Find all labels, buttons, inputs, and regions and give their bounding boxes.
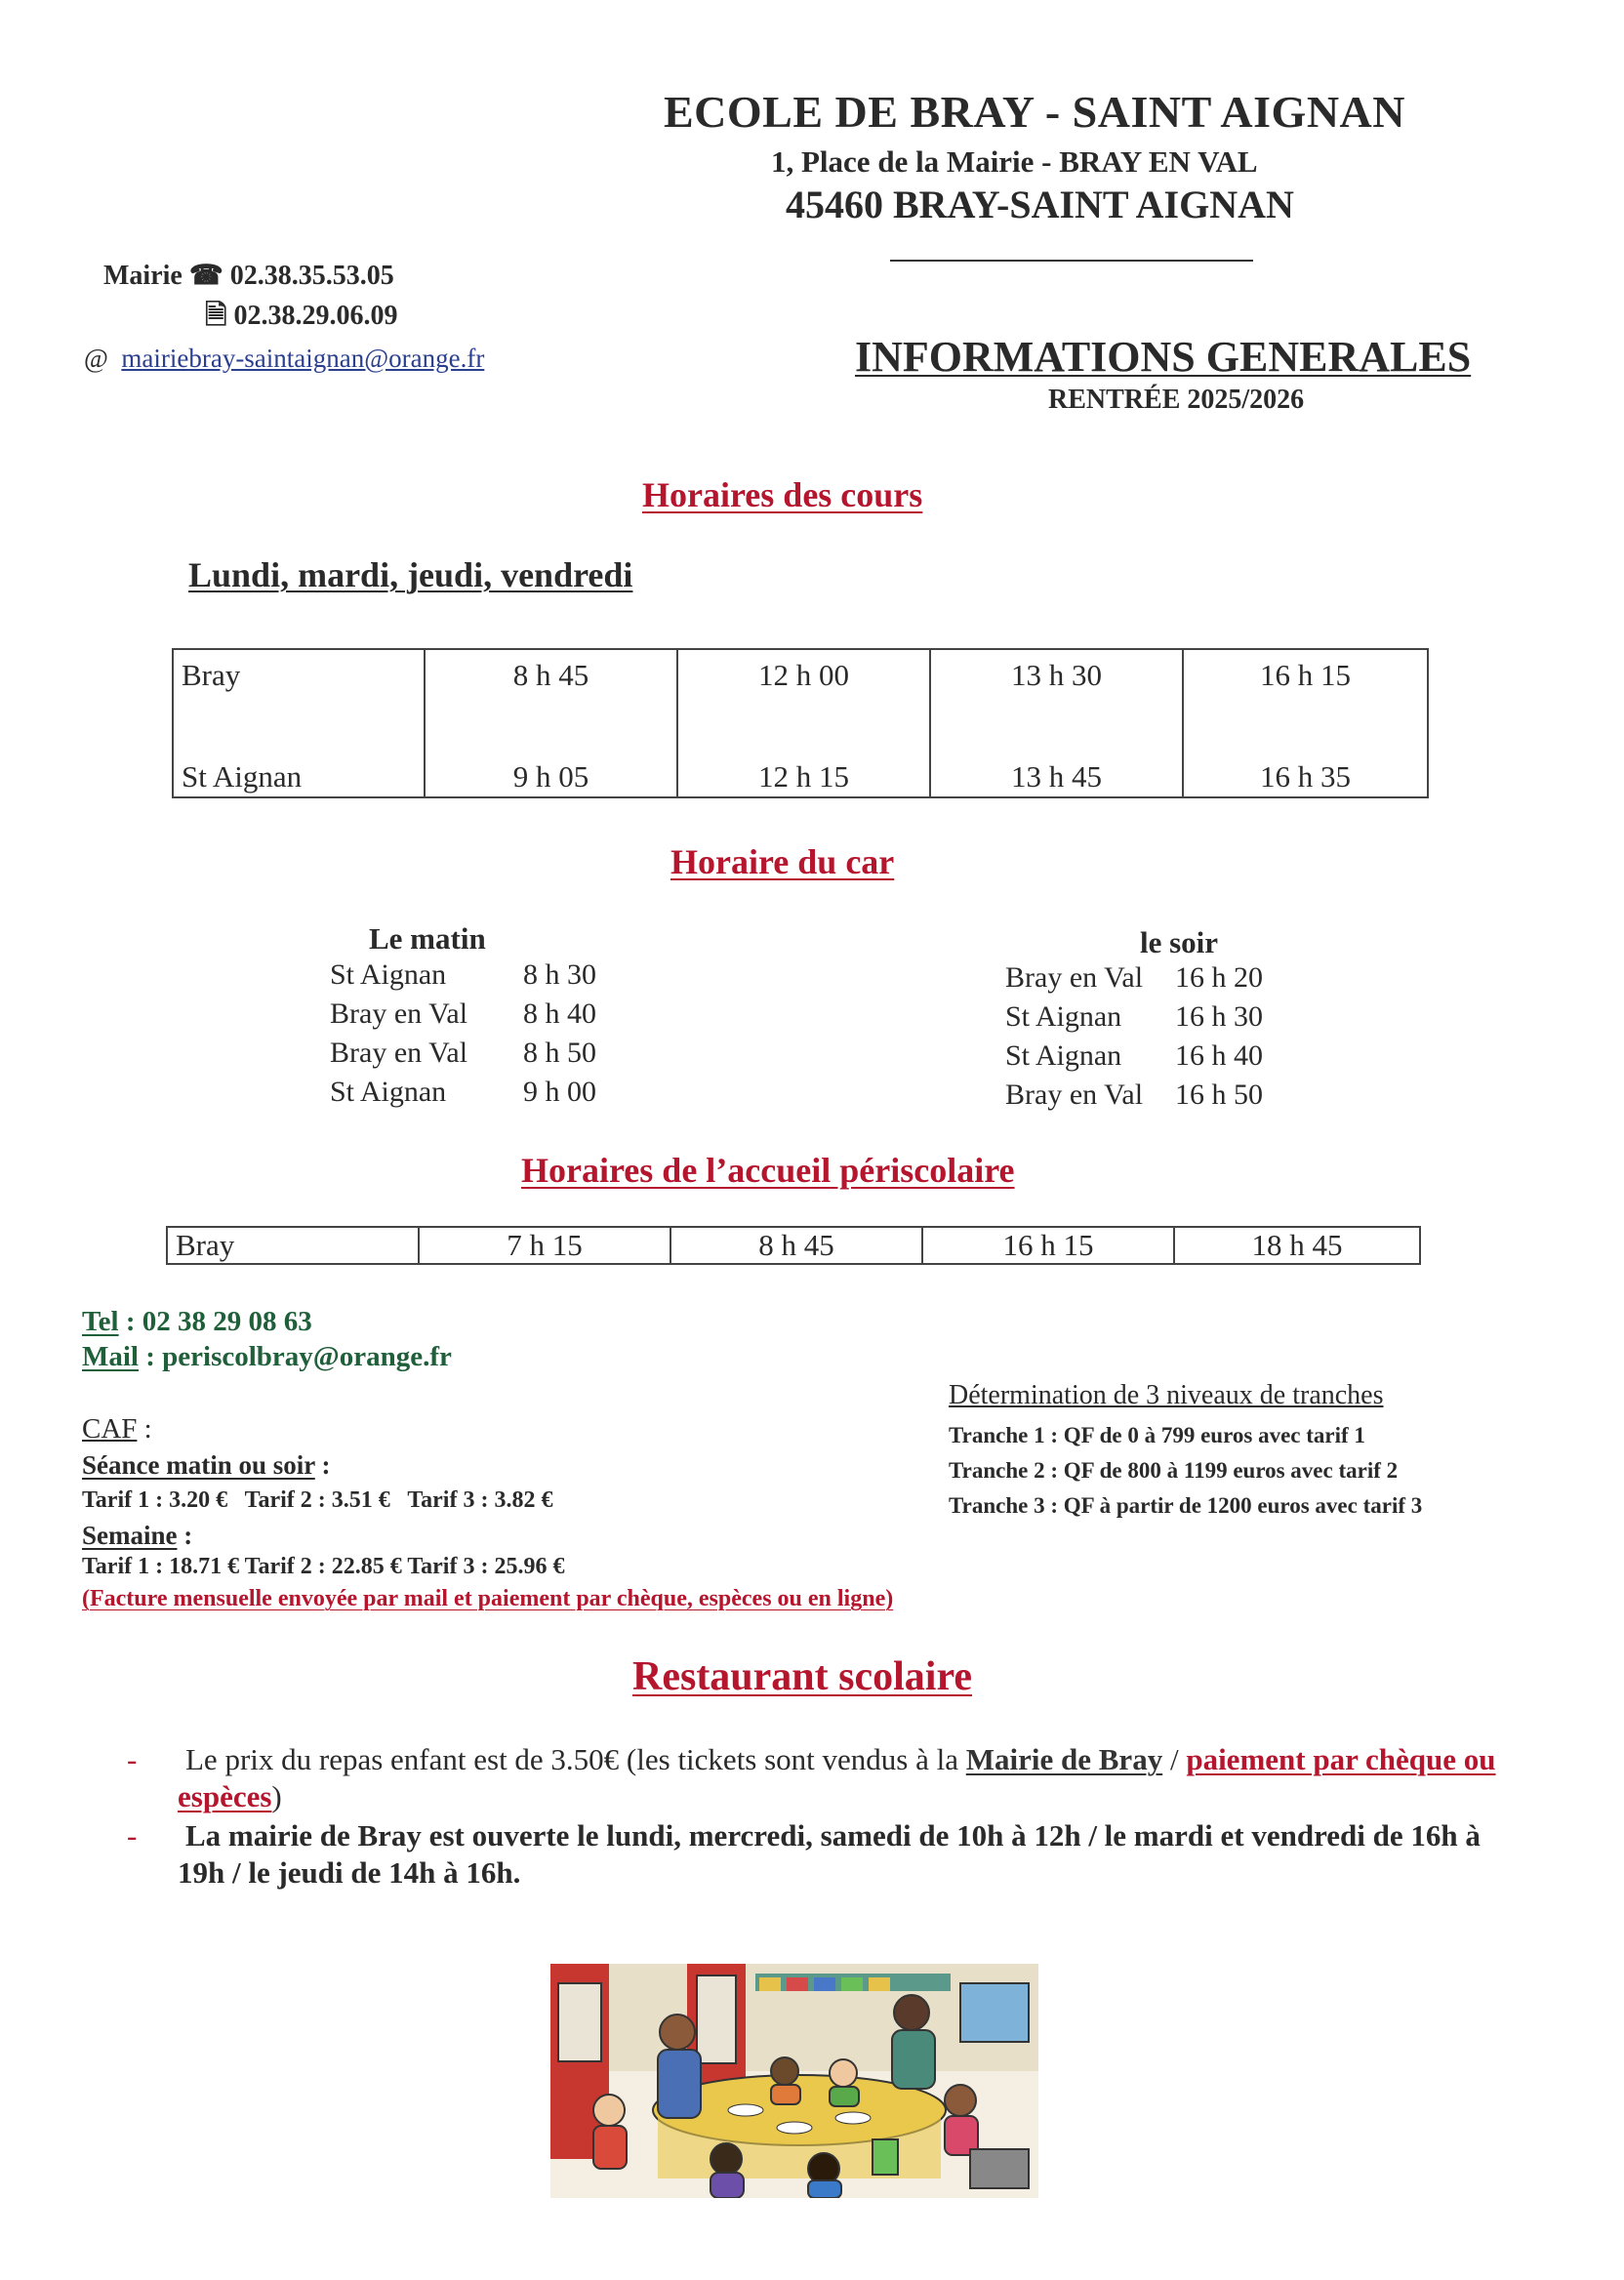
- mairie-fax: 02.38.29.06.09: [233, 301, 398, 331]
- list-item: Bray en Val 16 h 50: [1005, 1079, 1263, 1111]
- tranche-item: Tranche 2 : QF de 800 à 1199 euros avec tarif 2: [949, 1458, 1399, 1483]
- mail-value[interactable]: : periscolbray@orange.fr: [139, 1341, 452, 1372]
- periscolaire-title: Horaires de l’accueil périscolaire: [521, 1151, 1015, 1190]
- cours-time: 12 h 15: [758, 759, 849, 794]
- car-title: Horaire du car: [670, 842, 895, 881]
- paiement-text: paiement par chèque ou espèces: [178, 1742, 1496, 1813]
- periscolaire-tel: [82, 1306, 312, 1338]
- semaine-suffix: :: [177, 1521, 193, 1550]
- info-title: INFORMATIONS GENERALES: [855, 333, 1472, 381]
- tranche-item: Tranche 1 : QF de 0 à 799 euros avec tarif 1: [949, 1423, 1365, 1447]
- mairie-email-line: [84, 344, 484, 374]
- school-name: ECOLE DE BRAY - SAINT AIGNAN: [664, 87, 1405, 137]
- table-row: [173, 649, 1428, 797]
- caf-seance-tarifs: Tarif 1 : 3.20 € Tarif 2 : 3.51 € Tarif 3 : 3.82 €: [82, 1487, 553, 1513]
- table-cell: 7 h 15: [419, 1227, 670, 1264]
- canteen-illustration: [550, 1964, 1038, 2198]
- list-item: St Aignan 9 h 00: [330, 1076, 596, 1108]
- car-soir-label: le soir: [1140, 925, 1219, 959]
- info-subtitle: RENTRÉE 2025/2026: [1048, 385, 1305, 415]
- list-item: Bray en Val 8 h 50: [330, 1037, 596, 1069]
- car-matin-label: Le matin: [369, 921, 486, 956]
- cours-title: Horaires des cours: [642, 475, 923, 514]
- phone-icon: ☎: [188, 261, 223, 291]
- email-at-icon: @: [84, 344, 108, 373]
- table-cell: 8 h 45: [670, 1227, 922, 1264]
- tel-label: Tel: [82, 1306, 119, 1337]
- cours-table: [172, 648, 1429, 798]
- table-cell: Bray: [167, 1227, 419, 1264]
- table-cell: [930, 649, 1183, 797]
- table-cell: [677, 649, 930, 797]
- caf-facture-note: (Facture mensuelle envoyée par mail et paiement par chèque, espèces ou en ligne): [82, 1586, 894, 1611]
- caf-label-line: [82, 1413, 152, 1445]
- cours-time: 8 h 45: [512, 658, 589, 692]
- list-item: St Aignan 16 h 40: [1005, 1039, 1263, 1072]
- seance-suffix: :: [314, 1450, 331, 1480]
- caf-semaine-line: [82, 1521, 192, 1551]
- caf-label: CAF: [82, 1413, 138, 1445]
- cours-time: 9 h 05: [512, 759, 589, 794]
- cours-time: 12 h 00: [758, 658, 849, 692]
- list-item: Bray en Val 8 h 40: [330, 998, 596, 1030]
- mairie-phone: 02.38.35.53.05: [229, 261, 394, 291]
- mairie-de-bray: Mairie de Bray: [965, 1742, 1163, 1776]
- list-item: St Aignan 16 h 30: [1005, 1000, 1263, 1033]
- mairie-fax-line: [205, 295, 398, 342]
- mail-label: Mail: [82, 1341, 139, 1372]
- cours-place-bray: Bray: [182, 658, 241, 692]
- caf-semaine-tarifs: Tarif 1 : 18.71 € Tarif 2 : 22.85 € Tarif 3 : 25.96 €: [82, 1554, 565, 1579]
- cours-time: 16 h 35: [1260, 759, 1351, 794]
- mairie-email-link[interactable]: mairiebray-saintaignan@orange.fr: [121, 344, 485, 373]
- table-cell: 16 h 15: [922, 1227, 1174, 1264]
- table-cell: 18 h 45: [1174, 1227, 1420, 1264]
- cours-days: Lundi, mardi, jeudi, vendredi: [188, 555, 633, 594]
- restaurant-item-price: [127, 1741, 1513, 1819]
- price-end: ): [271, 1779, 282, 1813]
- bullet-dash: -: [127, 1818, 138, 1852]
- mairie-label: Mairie: [103, 261, 183, 291]
- tel-value: : 02 38 29 08 63: [118, 1306, 312, 1337]
- table-cell: [425, 649, 677, 797]
- periscolaire-mail: [82, 1341, 452, 1373]
- semaine-label: Semaine: [82, 1521, 178, 1550]
- mairie-phone-line: [103, 259, 394, 292]
- list-item: St Aignan 8 h 30: [330, 958, 596, 991]
- table-cell: [1183, 649, 1428, 797]
- tranches-title: Détermination de 3 niveaux de tranches: [949, 1380, 1384, 1410]
- school-address: 1, Place de la Mairie - BRAY EN VAL: [771, 144, 1258, 179]
- fax-icon: 🗎: [205, 301, 227, 331]
- cours-time: 16 h 15: [1260, 658, 1351, 692]
- header-divider: [890, 260, 1253, 262]
- tranche-item: Tranche 3 : QF à partir de 1200 euros avec tarif 3: [949, 1493, 1423, 1518]
- periscolaire-table: [166, 1226, 1421, 1265]
- hours-text: La mairie de Bray est ouverte le lundi, mercredi, samedi de 10h à 12h / le mardi et vendredi de 16h à 19h / le jeudi de 14h à 16h.: [178, 1818, 1481, 1890]
- bullet-dash: -: [127, 1742, 138, 1776]
- separator: /: [1162, 1742, 1187, 1776]
- cours-time: 13 h 45: [1011, 759, 1102, 794]
- seance-label: Séance matin ou soir: [82, 1450, 315, 1480]
- price-text: Le prix du repas enfant est de 3.50€ (les tickets sont vendus à la: [185, 1742, 966, 1776]
- table-cell: [173, 649, 425, 797]
- list-item: Bray en Val 16 h 20: [1005, 961, 1263, 994]
- cours-time: 13 h 30: [1011, 658, 1102, 692]
- caf-label-suffix: :: [137, 1413, 152, 1445]
- school-city: 45460 BRAY-SAINT AIGNAN: [786, 183, 1294, 226]
- caf-seance-line: [82, 1450, 331, 1481]
- restaurant-title: Restaurant scolaire: [632, 1654, 972, 1699]
- table-row: [167, 1227, 1420, 1264]
- restaurant-item-hours: [127, 1817, 1513, 1895]
- cours-place-staignan: St Aignan: [182, 759, 303, 794]
